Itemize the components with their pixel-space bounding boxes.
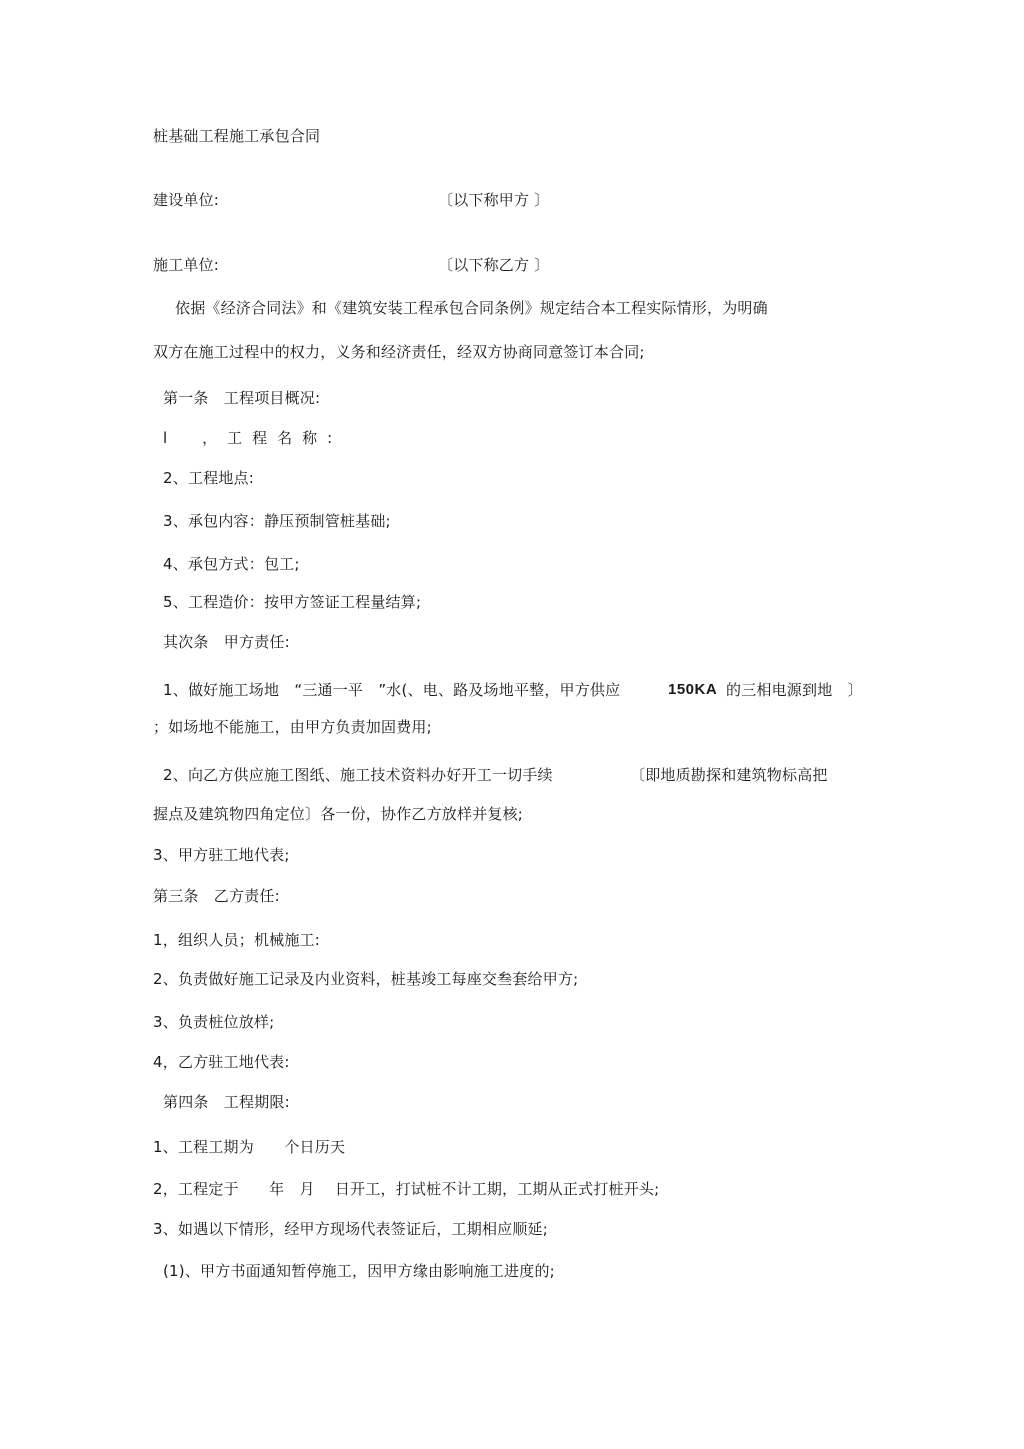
article2-item1-part-b: 的三相电源到地 〕 <box>726 681 863 699</box>
contractor-label: 施工单位: <box>153 256 220 274</box>
article3-item1: 1，组织人员；机械施工: <box>153 931 320 949</box>
builder-label: 建设单位: <box>153 191 220 209</box>
document-title: 桩基础工程施工承包合同 <box>153 127 321 145</box>
article2-item1-part-c: ；如场地不能施工，由甲方负责加固费用; <box>153 718 432 736</box>
article4-item3-1: (1)、甲方书面通知暂停施工，因甲方缘由影响施工进度的; <box>163 1262 555 1280</box>
article2-item2-part-b: 〔即地质勘探和建筑物标高把 <box>630 766 828 784</box>
article2-item3: 3、甲方驻工地代表; <box>153 846 290 864</box>
builder-alias: 〔以下称甲方 〕 <box>438 191 550 209</box>
article1-item4: 4、承包方式：包工; <box>163 555 300 573</box>
article4-item1: 1、工程工期为 个日历天 <box>153 1138 346 1156</box>
article4-item3: 3、如遇以下情形，经甲方现场代表签证后，工期相应顺延; <box>153 1220 548 1238</box>
article1-item2: 2、工程地点: <box>163 469 254 487</box>
article2-item1-power: 150KA <box>668 681 718 698</box>
article3-item4: 4，乙方驻工地代表: <box>153 1053 290 1071</box>
article1-item1: l ，工程名称: <box>163 429 343 447</box>
article4-heading: 第四条 工程期限: <box>163 1093 290 1111</box>
article2-item2-part-c: 握点及建筑物四角定位〕各一份，协作乙方放样并复核; <box>153 805 524 823</box>
article3-item3: 3、负责桩位放样; <box>153 1013 275 1031</box>
article1-heading: 第一条 工程项目概况: <box>163 389 321 407</box>
preamble-line-1: 依据《经济合同法》和《建筑安装工程承包合同条例》规定结合本工程实际情形，为明确 <box>175 299 768 317</box>
article3-heading: 第三条 乙方责任: <box>153 887 280 905</box>
contractor-alias: 〔以下称乙方 〕 <box>438 256 550 274</box>
article2-heading: 其次条 甲方责任: <box>163 633 290 651</box>
article1-item5: 5、工程造价：按甲方签证工程量结算; <box>163 593 422 611</box>
article3-item2: 2、负责做好施工记录及内业资料，桩基竣工每座交叁套给甲方; <box>153 970 579 988</box>
article4-item2: 2，工程定于 年 月 日开工，打试桩不计工期，工期从正式打桩开头; <box>153 1180 660 1198</box>
article2-item1-part-a: 1、做好施工场地 “三通一平 ”水(、电、路及场地平整，甲方供应 <box>163 681 621 699</box>
preamble-line-2: 双方在施工过程中的权力，义务和经济责任，经双方协商同意签订本合同; <box>153 343 645 361</box>
article2-item2-part-a: 2、向乙方供应施工图纸、施工技术资料办好开工一切手续 <box>163 766 553 784</box>
article1-item3: 3、承包内容：静压预制管桩基础; <box>163 512 391 530</box>
